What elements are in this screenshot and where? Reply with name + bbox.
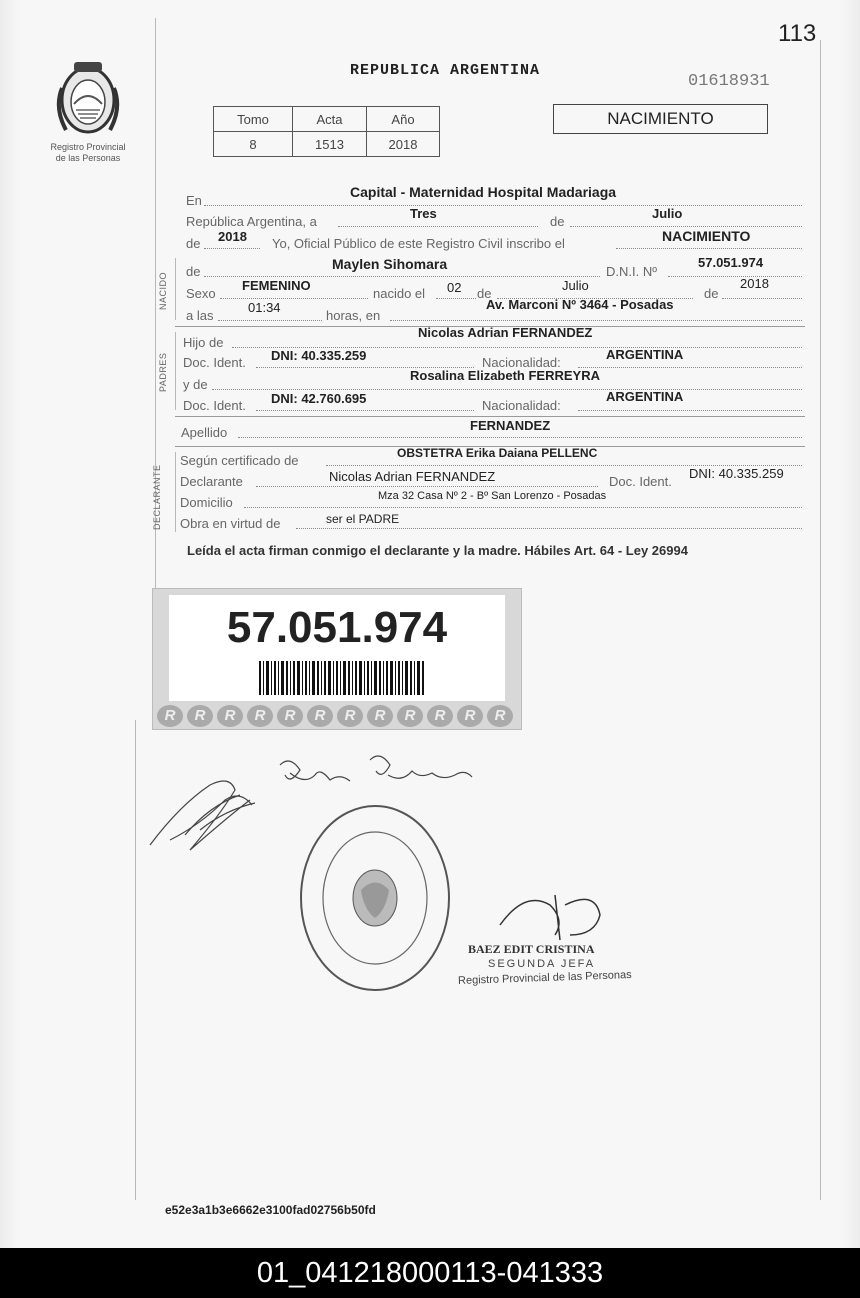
field-mother: Rosalina Elizabeth FERREYRA [410, 368, 600, 383]
section-bar [175, 452, 176, 532]
section-bar [175, 258, 176, 320]
field-place: Capital - Maternidad Hospital Madariaga [350, 184, 617, 200]
dotted-line [218, 320, 322, 321]
table-header-row [214, 107, 440, 132]
sticker-r-glyph: R [247, 705, 273, 727]
label-doc-ident2: Doc. Ident. [183, 398, 246, 413]
record-type-box: NACIMIENTO [553, 104, 768, 134]
dni-sticker [152, 588, 522, 730]
field-birth-month: Julio [562, 278, 589, 293]
table-row [214, 132, 440, 157]
label-doc-ident3: Doc. Ident. [609, 474, 672, 489]
field-declarant-doc: DNI: 40.335.259 [689, 466, 784, 481]
field-birth-time: 01:34 [248, 300, 281, 315]
sticker-r-glyph: R [457, 705, 483, 727]
left-margin-line-lower [135, 720, 136, 1200]
sticker-dni: 57.051.974 [226, 603, 448, 652]
right-margin-line [820, 40, 821, 1200]
official-signature-drawing [495, 885, 615, 945]
field-sex: FEMENINO [242, 278, 311, 293]
side-label-padres: PADRES [158, 352, 168, 392]
field-certificate-by: OBSTETRA Erika Daiana PELLENC [397, 446, 598, 460]
side-label-nacido: NACIDO [158, 271, 168, 310]
label-en: En [186, 193, 202, 208]
label-doc-ident: Doc. Ident. [183, 355, 246, 370]
dotted-line [578, 410, 802, 411]
dotted-line [204, 276, 600, 277]
field-name: Maylen Sihomara [332, 256, 448, 272]
sticker-label [169, 595, 505, 701]
dotted-line [204, 205, 802, 206]
label-dni: D.N.I. Nº [606, 264, 657, 279]
dotted-line [722, 298, 802, 299]
field-by-virtue: ser el PADRE [326, 512, 400, 526]
label-a-las: a las [186, 308, 214, 323]
dotted-line [204, 248, 260, 249]
field-month: Julio [652, 206, 683, 221]
dotted-line [256, 410, 474, 411]
sticker-r-glyph: R [217, 705, 243, 727]
dotted-line [296, 528, 802, 529]
dotted-line [570, 226, 802, 227]
dotted-line [338, 226, 538, 227]
dotted-line [578, 367, 802, 368]
dotted-line [390, 320, 802, 321]
dotted-line [212, 389, 802, 390]
dotted-line [436, 298, 476, 299]
label-apellido: Apellido [181, 425, 228, 440]
official-role: SEGUNDA JEFA [488, 958, 596, 970]
field-day: Tres [410, 206, 437, 221]
logo-caption [30, 142, 146, 164]
field-declarant: Nicolas Adrian FERNANDEZ [329, 469, 496, 484]
field-act-type: NACIMIENTO [662, 228, 751, 244]
dotted-line [256, 486, 598, 487]
logo-caption-line1: Registro Provincial [50, 142, 126, 152]
dotted-line [244, 507, 802, 508]
label-de-nombre: de [186, 264, 201, 279]
table-header-ano: Año [367, 107, 440, 132]
label-horas-en: horas, en [326, 308, 381, 323]
section-bar [175, 332, 176, 410]
label-declarante: Declarante [180, 474, 243, 489]
field-surname: FERNANDEZ [470, 418, 551, 433]
label-de2: de [186, 236, 201, 251]
label-nacionalidad: Nacionalidad: [482, 355, 561, 370]
field-year: 2018 [218, 229, 247, 244]
field-dni: 57.051.974 [698, 255, 764, 270]
field-birth-day: 02 [447, 280, 462, 295]
official-name: BAEZ EDIT CRISTINA [468, 942, 595, 956]
table-cell-tomo: 8 [214, 132, 293, 157]
label-nacionalidad2: Nacionalidad: [482, 398, 561, 413]
sticker-r-glyph: R [187, 705, 213, 727]
table-cell-ano: 2018 [367, 132, 440, 157]
label-obra: Obra en virtud de [180, 516, 281, 531]
label-sexo: Sexo [186, 286, 216, 301]
table-header-acta: Acta [293, 107, 367, 132]
serial-number: 01618931 [688, 72, 770, 91]
reference-table [213, 106, 440, 157]
label-nacido-el: nacido el [373, 286, 426, 301]
closing-text: Leída el acta firman conmigo el declarante y la madre. Hábiles Art. 64 - Ley 26994 [187, 543, 688, 558]
sticker-r-glyph: R [307, 705, 333, 727]
label-y-de: y de [183, 377, 208, 392]
section-divider [175, 416, 805, 417]
label-yo: Yo, Oficial Público de este Registro Civil inscribo el [272, 236, 565, 251]
page-number: 113 [778, 20, 817, 47]
field-father-doc: DNI: 40.335.259 [271, 348, 367, 363]
table-cell-acta: 1513 [293, 132, 367, 157]
label-segun: Según certificado de [180, 453, 299, 468]
sticker-r-glyph: R [277, 705, 303, 727]
table-header-tomo: Tomo [214, 107, 293, 132]
field-mother-doc: DNI: 42.760.695 [271, 391, 367, 406]
barcode-icon [259, 661, 425, 695]
official-seal-icon [296, 800, 454, 996]
file-identifier-bar: 01_041218000113-041333 [0, 1248, 860, 1298]
official-organization: Registro Provincial de las Personas [457, 968, 632, 988]
dotted-line [616, 248, 802, 249]
label-de3: de [477, 286, 492, 301]
dotted-line [668, 276, 802, 277]
sticker-r-glyph: R [337, 705, 363, 727]
field-mother-nationality: ARGENTINA [606, 389, 684, 404]
label-republica: República Argentina, a [186, 214, 317, 229]
label-hijo-de: Hijo de [183, 335, 224, 350]
logo-caption-line2: de las Personas [55, 153, 121, 163]
document-title: REPUBLICA ARGENTINA [350, 62, 541, 79]
sticker-r-glyph: R [367, 705, 393, 727]
label-de4: de [704, 286, 719, 301]
side-label-declarante: DECLARANTE [152, 464, 162, 530]
field-father: Nicolas Adrian FERNANDEZ [418, 325, 593, 340]
sticker-r-glyph: R [157, 705, 183, 727]
sticker-r-glyph: R [427, 705, 453, 727]
sticker-pattern [153, 705, 522, 729]
document-hash: e52e3a1b3e6662e3100fad02756b50fd [165, 1203, 376, 1217]
label-de: de [550, 214, 565, 229]
dotted-line [238, 437, 802, 438]
field-father-nationality: ARGENTINA [606, 347, 684, 362]
label-domicilio: Domicilio [180, 495, 233, 510]
sticker-r-glyph: R [487, 705, 513, 727]
field-birth-year: 2018 [740, 276, 769, 291]
province-crest-icon [48, 58, 128, 142]
sticker-r-glyph: R [397, 705, 423, 727]
field-address: Mza 32 Casa Nº 2 - Bº San Lorenzo - Posadas [378, 490, 607, 502]
dotted-line [220, 298, 368, 299]
field-birth-place: Av. Marconi Nº 3464 - Posadas [486, 297, 674, 312]
